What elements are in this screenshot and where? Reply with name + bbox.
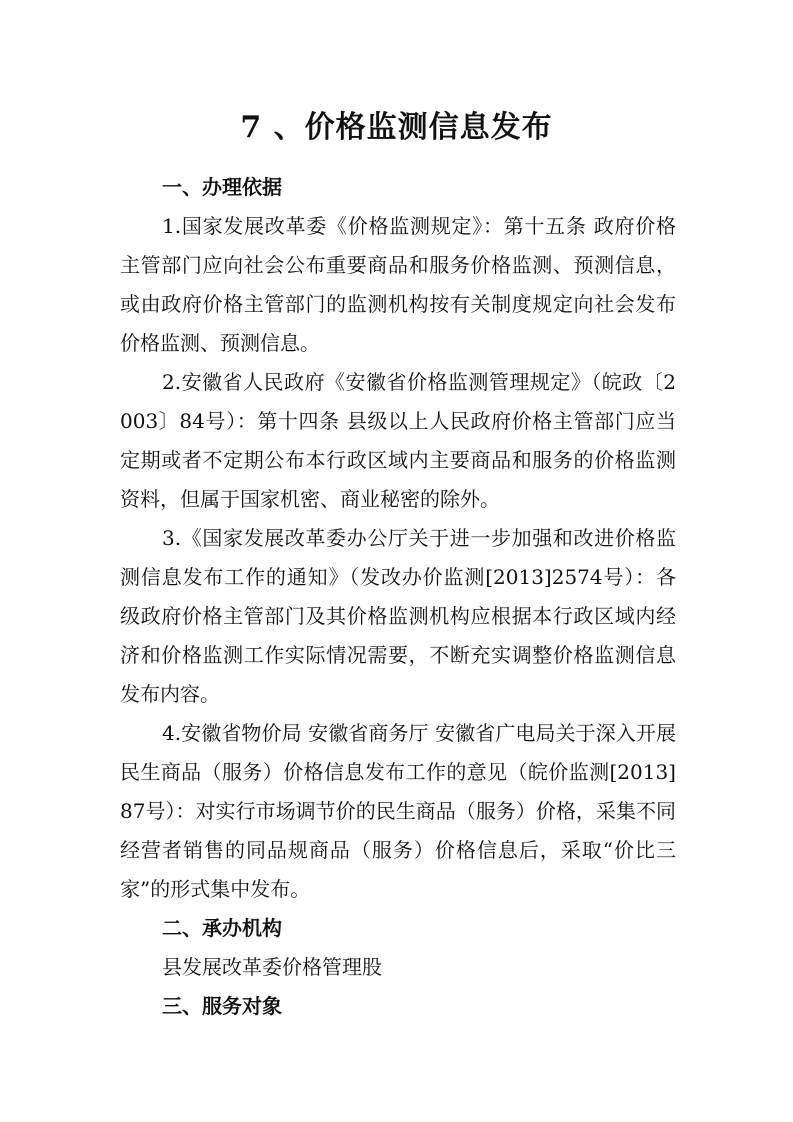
basis-paragraph-2: 2.安徽省人民政府《安徽省价格监测管理规定》（皖政〔2003〕84号）：第十四条 县级以上人民政府价格主管部门应当定期或者不定期公布本行政区域内主要商品和服务的价格监测资料，但属于国家机密、商业秘密的除外。: [120, 370, 676, 511]
section-heading-agency: 二、承办机构: [162, 916, 282, 940]
basis-paragraph-1: 1.国家发展改革委《价格监测规定》：第十五条 政府价格主管部门应向社会公布重要商品和服务价格监测、预测信息，或由政府价格主管部门的监测机构按有关制度规定向社会发布价格监测、预测信息。: [120, 214, 676, 355]
basis-paragraph-3: 3.《国家发展改革委办公厅关于进一步加强和改进价格监测信息发布工作的通知》（发改办价监测[2013]2574号）：各级政府价格主管部门及其价格监测机构应根据本行政区域内经济和价格监测工作实际情况需要，不断充实调整价格监测信息发布内容。: [120, 526, 676, 706]
section-heading-basis: 一、办理依据: [162, 175, 282, 199]
page-title: 7 、价格监测信息发布: [240, 110, 553, 145]
section-heading-service-target: 三、服务对象: [162, 994, 282, 1018]
document-body: [120, 168, 676, 1026]
basis-paragraph-4: 4.安徽省物价局 安徽省商务厅 安徽省广电局关于深入开展民生商品（服务）价格信息发布工作的意见（皖价监测[2013]87号）：对实行市场调节价的民生商品（服务）价格，采集不同经营者销售的同品规商品（服务）价格信息后，采取“价比三家”的形式集中发布。: [120, 721, 676, 901]
agency-text: 县发展改革委价格管理股: [162, 955, 382, 979]
